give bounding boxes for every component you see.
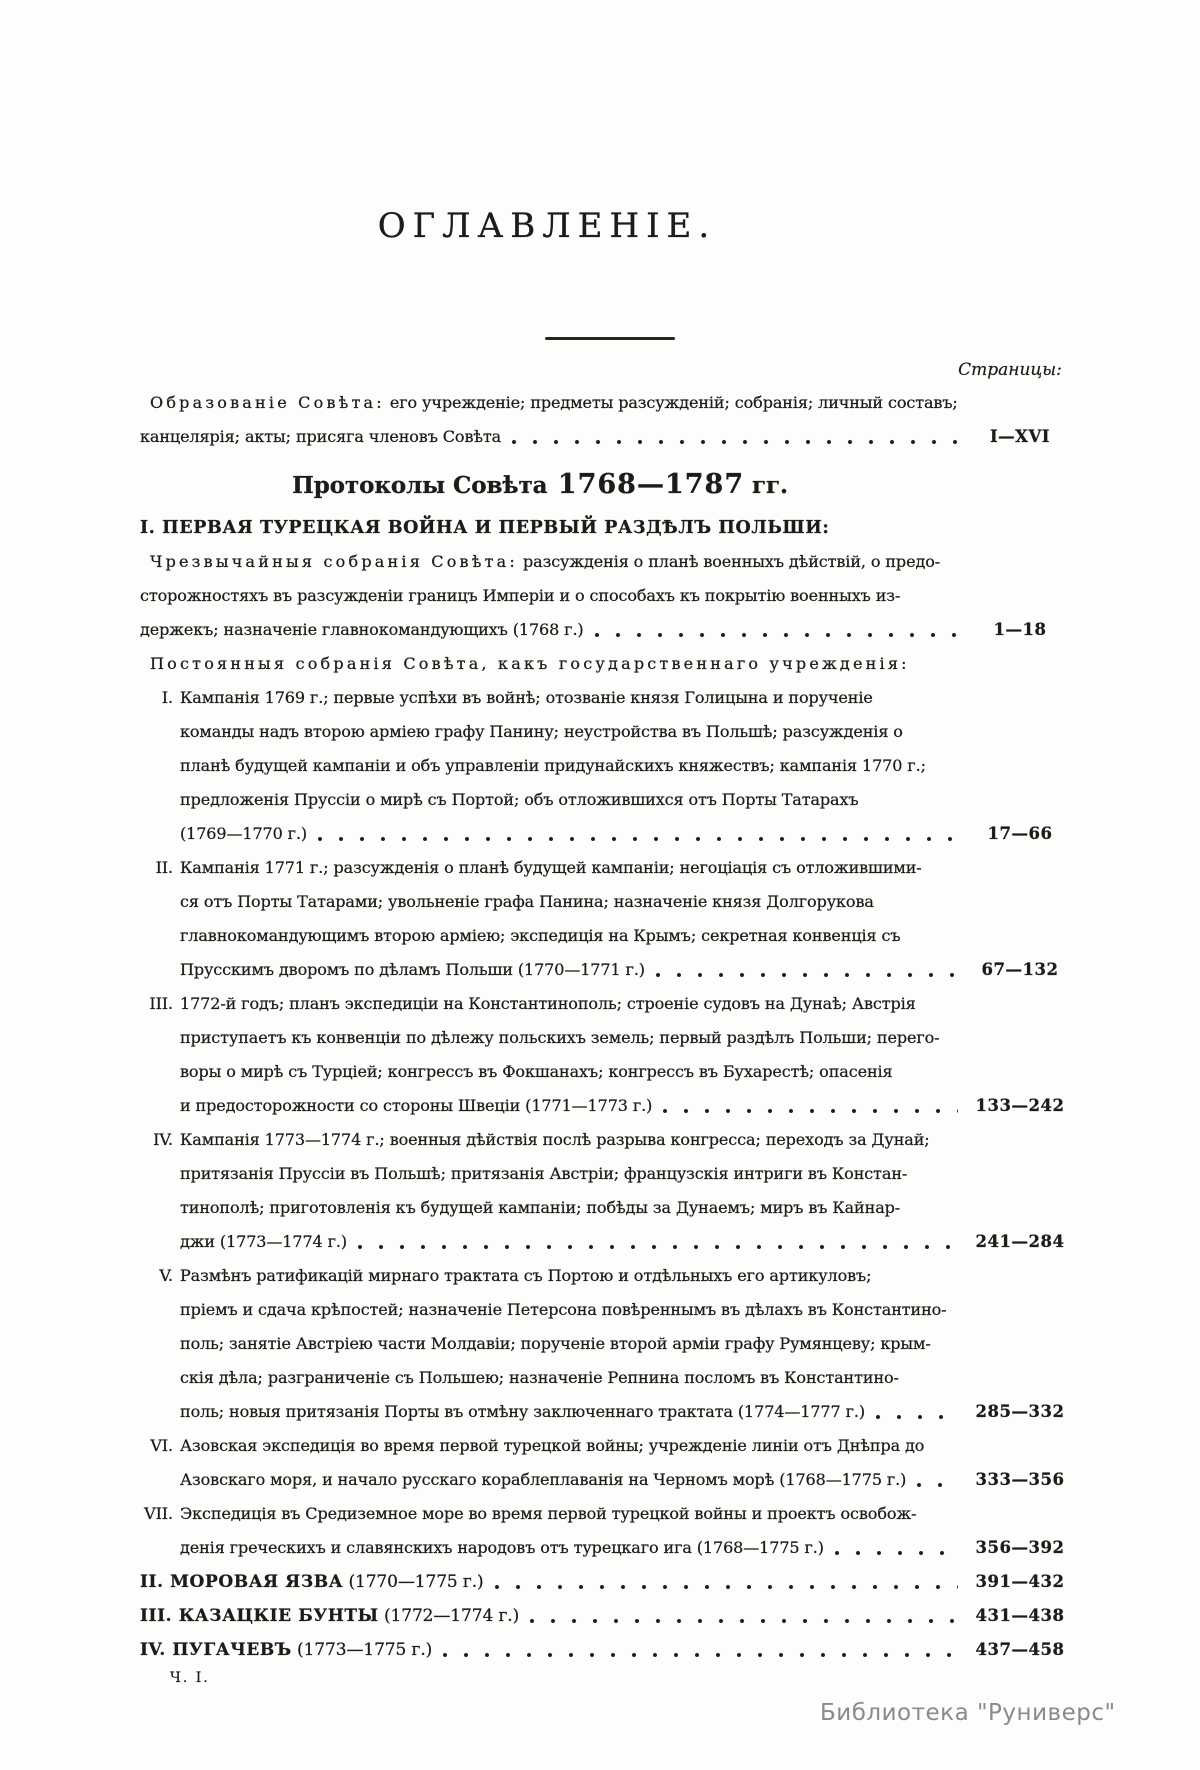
text-segment: Размѣнъ ратификацій мирнаго трактата съ Портою и отдѣльныхъ его артикуловъ; [180, 1266, 872, 1285]
page-range: I—XVI [989, 427, 1051, 446]
toc-row [140, 885, 1080, 919]
page-range: 333—356 [975, 1470, 1065, 1489]
entry-text [140, 1599, 519, 1633]
dot-leader [529, 1618, 958, 1624]
entry-number: II. [155, 858, 173, 877]
text-segment: главнокомандующимъ второю арміею; экспедиція на Крымъ; секретная конвенція съ [180, 926, 901, 945]
text-segment: Экспедиція въ Средиземное море во время первой турецкой войны и проектъ освобож- [180, 1504, 917, 1523]
entry-text [180, 817, 307, 851]
text-spaced-lead: Постоянныя собранія Совѣта, какъ государственнаго учрежденія: [150, 654, 910, 673]
page-range: 437—458 [975, 1640, 1065, 1659]
text-bold-segment: IV. ПУГАЧЕВЪ [140, 1640, 292, 1660]
text-segment: сторожностяхъ въ разсужденіи границъ Имперіи и о способахъ къ покрытію военныхъ из- [140, 586, 901, 605]
entry-text [180, 715, 903, 749]
heading-years: 1768—1787 [547, 469, 745, 500]
text-segment: (1772—1774 г.) [378, 1606, 520, 1626]
text-bold-segment: III. КАЗАЦКІЕ БУНТЫ [140, 1606, 379, 1626]
toc-row [140, 987, 1080, 1021]
entry-text [180, 1361, 899, 1395]
entry-text [180, 885, 874, 919]
page-range: 285—332 [975, 1402, 1065, 1421]
text-segment: Азовскаго моря, и начало русскаго кораблеплаванія на Черномъ морѣ (1768—1775 г.) [180, 1470, 907, 1489]
page-range: 391—432 [975, 1572, 1065, 1591]
page-title: ОГЛАВЛЕНІЕ. [377, 206, 717, 246]
entry-number: I. [161, 688, 173, 707]
entry-text [140, 647, 910, 681]
toc-entry [140, 851, 1080, 987]
toc-row [140, 919, 1080, 953]
entry-text [180, 681, 873, 715]
text-segment: поль; новыя притязанія Порты въ отмѣну заключеннаго трактата (1774—1777 г.) [180, 1402, 865, 1421]
text-segment: канцелярія; акты; присяга членовъ Совѣта [140, 427, 502, 446]
text-segment: команды надъ второю арміею графу Панину; неустройства въ Польшѣ; разсужденія о [180, 722, 903, 741]
toc-entry [140, 1123, 1080, 1259]
entry-text [180, 749, 926, 783]
toc-row [140, 681, 1080, 715]
text-spaced-lead: Чрезвычайныя собранія Совѣта: [150, 552, 518, 571]
page-range: 1—18 [993, 620, 1047, 639]
toc-row [140, 749, 1080, 783]
text-segment: Азовская экспедиція во время первой турецкой войны; учрежденіе линіи отъ Днѣпра до [180, 1436, 925, 1455]
dot-leader [916, 1482, 958, 1488]
toc-row [140, 1633, 1080, 1667]
page-range: 356—392 [975, 1538, 1065, 1557]
entry-text [180, 1259, 871, 1293]
toc-row [140, 1021, 1080, 1055]
toc-row [140, 1157, 1080, 1191]
toc-row [140, 953, 1080, 987]
pages-column-label: Страницы: [958, 360, 1062, 380]
toc-row [140, 1123, 1080, 1157]
dot-leader [594, 632, 958, 638]
dot-leader [875, 1414, 958, 1420]
text-segment: и предосторожности со стороны Швеціи (1771—1773 г.) [180, 1096, 653, 1115]
entry-text [180, 919, 900, 953]
text-segment: предложенія Пруссіи о мирѣ съ Портой; объ отложившихся отъ Порты Татарахъ [180, 790, 859, 809]
text-segment: поль; занятіе Австріею части Молдавіи; порученіе второй арміи графу Румянцеву; крым- [180, 1334, 931, 1353]
toc-entry [140, 1565, 1080, 1599]
text-segment: (1770—1775 г.) [343, 1572, 484, 1592]
toc-row [140, 420, 1080, 454]
entry-text [180, 1123, 930, 1157]
toc-entry [140, 1633, 1080, 1667]
toc-row [140, 1565, 1080, 1599]
text-segment: ся отъ Порты Татарами; увольненіе графа Панина; назначеніе князя Долгорукова [180, 892, 874, 911]
text-segment: скія дѣла; разграниченіе съ Польшею; назначеніе Репнина посломъ въ Константино- [180, 1368, 899, 1387]
toc-row [140, 1225, 1080, 1259]
text-segment: денія греческихъ и славянскихъ народовъ отъ турецкаго ига (1768—1775 г.) [180, 1538, 824, 1557]
dot-leader [317, 836, 958, 842]
toc-entry [140, 1497, 1080, 1565]
text-segment: планѣ будущей кампаніи и объ управленіи придунайскихъ княжествъ; кампанія 1770 г.; [180, 756, 926, 775]
entry-text [180, 953, 645, 987]
toc-row [140, 851, 1080, 885]
entry-number: IV. [153, 1130, 173, 1149]
entry-text [140, 1565, 484, 1599]
toc-row [140, 783, 1080, 817]
toc-row [140, 1293, 1080, 1327]
section-heading: I. ПЕРВАЯ ТУРЕЦКАЯ ВОЙНА И ПЕРВЫЙ РАЗДѢЛЪ ПОЛЬШИ: [140, 518, 830, 538]
heading-text: Протоколы Совѣта [292, 472, 548, 499]
text-segment: приступаетъ къ конвенціи по дѣлежу польскихъ земель; первый раздѣлъ Польши; перего- [180, 1028, 940, 1047]
toc-row [140, 1089, 1080, 1123]
entry-text [140, 579, 900, 613]
page-range: 67—132 [981, 960, 1059, 979]
entry-text [180, 1055, 893, 1089]
entry-text [180, 1497, 916, 1531]
toc-entry [140, 1429, 1080, 1497]
text-segment: Прусскимъ дворомъ по дѣламъ Польши (1770—1771 г.) [180, 960, 645, 979]
entry-text [180, 1157, 907, 1191]
text-segment: (1769—1770 г.) [180, 824, 308, 843]
text-segment: держекъ; назначеніе главнокомандующихъ (1768 г.) [140, 620, 584, 639]
entry-text [180, 1531, 824, 1565]
toc-entry [140, 987, 1080, 1123]
text-segment: его учрежденіе; предметы разсужденій; собранія; личный составъ; [384, 393, 958, 412]
toc-row [140, 613, 1080, 647]
entry-text [140, 1633, 432, 1667]
toc-row [140, 1599, 1080, 1633]
entry-number: V. [159, 1266, 173, 1285]
text-segment: 1772-й годъ; планъ экспедиціи на Константинополь; строеніе судовъ на Дунаѣ; Австрія [180, 994, 916, 1013]
dot-leader [357, 1244, 958, 1250]
dot-leader [662, 1108, 958, 1114]
toc-row [140, 1055, 1080, 1089]
text-segment: Кампанія 1771 г.; разсужденія о планѣ будущей кампаніи; негоціація съ отложившими- [180, 858, 922, 877]
entry-text [140, 613, 584, 647]
entry-text [140, 386, 958, 420]
entry-text [180, 1429, 924, 1463]
toc-entry [140, 681, 1080, 851]
toc-row [140, 1191, 1080, 1225]
title-divider [545, 337, 675, 340]
toc-row [140, 1259, 1080, 1293]
text-spaced-lead: Образованіе Совѣта: [150, 393, 385, 412]
toc-row [140, 1497, 1080, 1531]
dot-leader [494, 1584, 958, 1590]
entry-text [140, 545, 940, 579]
dot-leader [442, 1652, 958, 1658]
text-segment: (1773—1775 г.) [291, 1640, 433, 1660]
entry-text [180, 851, 922, 885]
toc-row [140, 817, 1080, 851]
signature-mark: Ч. I. [170, 1670, 210, 1686]
text-segment: разсужденія о планѣ военныхъ дѣйствій, о предо- [518, 552, 941, 571]
entry-text [180, 1293, 947, 1327]
entry-text [180, 783, 859, 817]
entry-text [180, 1463, 906, 1497]
entry-text [180, 1191, 900, 1225]
entry-text [180, 1225, 347, 1259]
text-segment: тинополѣ; приготовленія къ будущей кампаніи; побѣды за Дунаемъ; миръ въ Кайнар- [180, 1198, 901, 1217]
toc-row [140, 1463, 1080, 1497]
toc-row [140, 386, 1080, 420]
toc-row [140, 647, 1080, 681]
toc-row [140, 1429, 1080, 1463]
entry-text [180, 1089, 652, 1123]
toc-row [140, 1395, 1080, 1429]
page-range: 17—66 [987, 824, 1053, 843]
table-of-contents [140, 386, 1080, 1667]
text-segment: притязанія Пруссіи въ Польшѣ; притязанія Австріи; французскія интриги въ Констан- [180, 1164, 908, 1183]
text-segment: джи (1773—1774 г.) [180, 1232, 347, 1251]
toc-row [140, 1531, 1080, 1565]
dot-leader [511, 439, 958, 445]
toc-row [140, 545, 1080, 579]
toc-row [140, 1327, 1080, 1361]
entry-number: VII. [144, 1504, 173, 1523]
entry-number: III. [149, 994, 173, 1013]
main-heading [140, 468, 940, 505]
toc-row [140, 1361, 1080, 1395]
text-segment: Кампанія 1769 г.; первые успѣхи въ войнѣ; отозваніе князя Голицына и порученіе [180, 688, 873, 707]
entry-text [180, 1021, 939, 1055]
text-segment: Кампанія 1773—1774 г.; военныя дѣйствія послѣ разрыва конгресса; переходъ за Дунай; [180, 1130, 930, 1149]
entry-text [180, 1327, 931, 1361]
entry-text [180, 987, 916, 1021]
heading-suffix: гг. [744, 472, 788, 499]
text-segment: пріемъ и сдача крѣпостей; назначеніе Петерсона повѣреннымъ въ дѣлахъ въ Константино- [180, 1300, 947, 1319]
page-range: 133—242 [975, 1096, 1065, 1115]
text-bold-segment: II. МОРОВАЯ ЯЗВА [140, 1572, 344, 1592]
page-range: 241—284 [975, 1232, 1065, 1251]
toc-row [140, 715, 1080, 749]
entry-text [180, 1395, 865, 1429]
text-segment: воры о мирѣ съ Турціей; конгрессъ въ Фокшанахъ; конгрессъ въ Бухарестѣ; опасенія [180, 1062, 893, 1081]
entry-number: VI. [150, 1436, 173, 1455]
toc-entry [140, 545, 1080, 647]
toc-entry [140, 386, 1080, 454]
dot-leader [834, 1550, 958, 1556]
toc-entry [140, 1259, 1080, 1429]
library-watermark: Библиотека "Руниверс" [820, 1700, 1116, 1726]
page-range: 431—438 [975, 1606, 1065, 1625]
toc-row [140, 579, 1080, 613]
entry-text [140, 420, 501, 454]
dot-leader [655, 972, 958, 978]
toc-entry [140, 647, 1080, 681]
toc-entry [140, 1599, 1080, 1633]
